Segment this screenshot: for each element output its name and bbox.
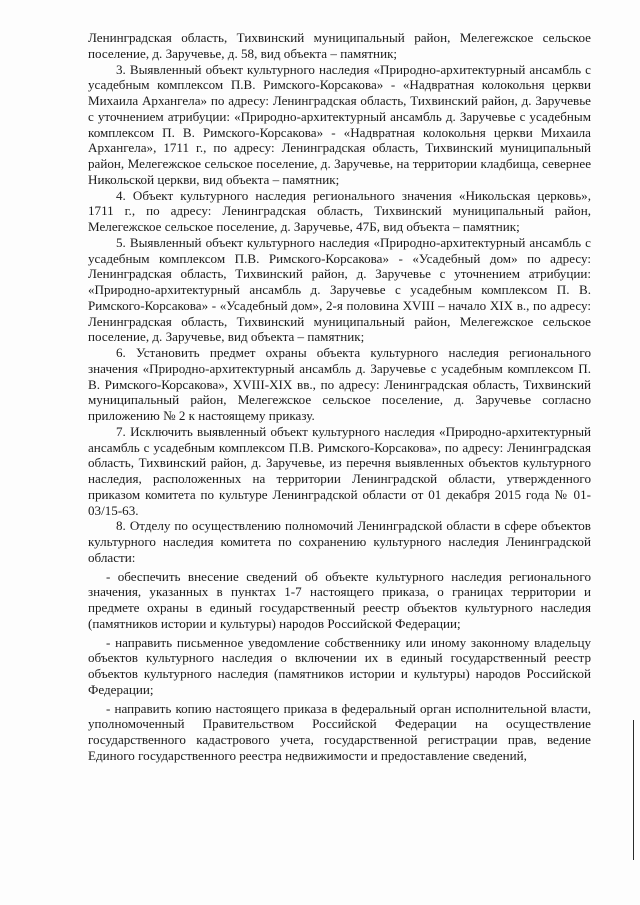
document-body <box>88 30 591 764</box>
scan-edge-line <box>633 720 634 860</box>
paragraph-item-4: 4. Объект культурного наследия регионального значения «Никольская церковь», 1711 г., по адресу: Ленинградская область, Тихвинский муниципальный район, Мелегежское сельское поселение, д. Заручевье, 47Б, вид объекта – памятник; <box>88 187 591 234</box>
paragraph-item-8: 8. Отделу по осуществлению полномочий Ленинградской области в сфере объектов культурного наследия комитета по сохранению культурного наследия Ленинградской области: <box>88 518 591 565</box>
task-item-notify-owner: - направить письменное уведомление собственнику или иному законному владельцу объектов культурного наследия о включении их в единый государственный реестр объектов культурного наследия (памятников истории и культуры) народов Российской Федерации; <box>88 634 591 697</box>
task-item-register: - обеспечить внесение сведений об объекте культурного наследия регионального значения, указанных в пунктах 1-7 настоящего приказа, о границах территории и предмете охраны в единый государственный реестр объектов культурного наследия (памятников истории и культуры) народов Российской Федерации; <box>88 568 591 631</box>
paragraph-continuation: Ленинградская область, Тихвинский муниципальный район, Мелегежское сельское поселение, д. Заручевье, д. 58, вид объекта – памятник; <box>88 30 591 61</box>
paragraph-item-7: 7. Исключить выявленный объект культурного наследия «Природно-архитектурный ансамбль с усадебным комплексом П.В. Римского-Корсакова», по адресу: Ленинградская область, Тихвинский район, д. Заручевье, из перечня выявленных объектов культурного наследия, расположенных на территории Ленинградской области, утвержденного приказом комитета по культуре Ленинградской области от 01 декабря 2015 года № 01-03/15-63. <box>88 423 591 518</box>
paragraph-item-3: 3. Выявленный объект культурного наследия «Природно-архитектурный ансамбль с усадебным комплексом П.В. Римского-Корсакова» - «Надвратная колокольня церкви Михаила Архангела» по адресу: Ленинградская область, Тихвинский район, д. Заручевье с уточнением атрибуции: «Природно-архитектурный ансамбль д. Заручевье с усадебным комплексом П. В. Римского-Корсакова» - «Надвратная колокольня церкви Михаила Архангела», 1711 г., по адресу: Ленинградская область, Тихвинский муниципальный район, Мелегежское сельское поселение, д. Заручевье, на территории кладбища, севернее Никольской церкви, вид объекта – памятник; <box>88 61 591 187</box>
task-item-send-copy: - направить копию настоящего приказа в федеральный орган исполнительной власти, уполномоченный Правительством Российской Федерации на осуществление государственного кадастрового учета, государственной регистрации прав, ведение Единого государственного реестра недвижимости и предоставление сведений, <box>88 700 591 763</box>
paragraph-item-5: 5. Выявленный объект культурного наследия «Природно-архитектурный ансамбль с усадебным комплексом П.В. Римского-Корсакова» - «Усадебный дом» по адресу: Ленинградская область, Тихвинский район, д. Заручевье с уточнением атрибуции: «Природно-архитектурный ансамбль д. Заручевье с усадебным комплексом П. В. Римского-Корсакова» - «Усадебный дом», 2-я половина XVIII – начало XIX в., по адресу: Ленинградская область, Тихвинский муниципальный район, Мелегежское сельское поселение, д. Заручевье, вид объекта – памятник; <box>88 234 591 345</box>
paragraph-item-6: 6. Установить предмет охраны объекта культурного наследия регионального значения «Природно-архитектурный ансамбль д. Заручевье с усадебным комплексом П. В. Римского-Корсакова», XVIII-XIX вв., по адресу: Ленинградская область, Тихвинский муниципальный район, Мелегежское сельское поселение, д. Заручевье согласно приложению № 2 к настоящему приказу. <box>88 345 591 423</box>
